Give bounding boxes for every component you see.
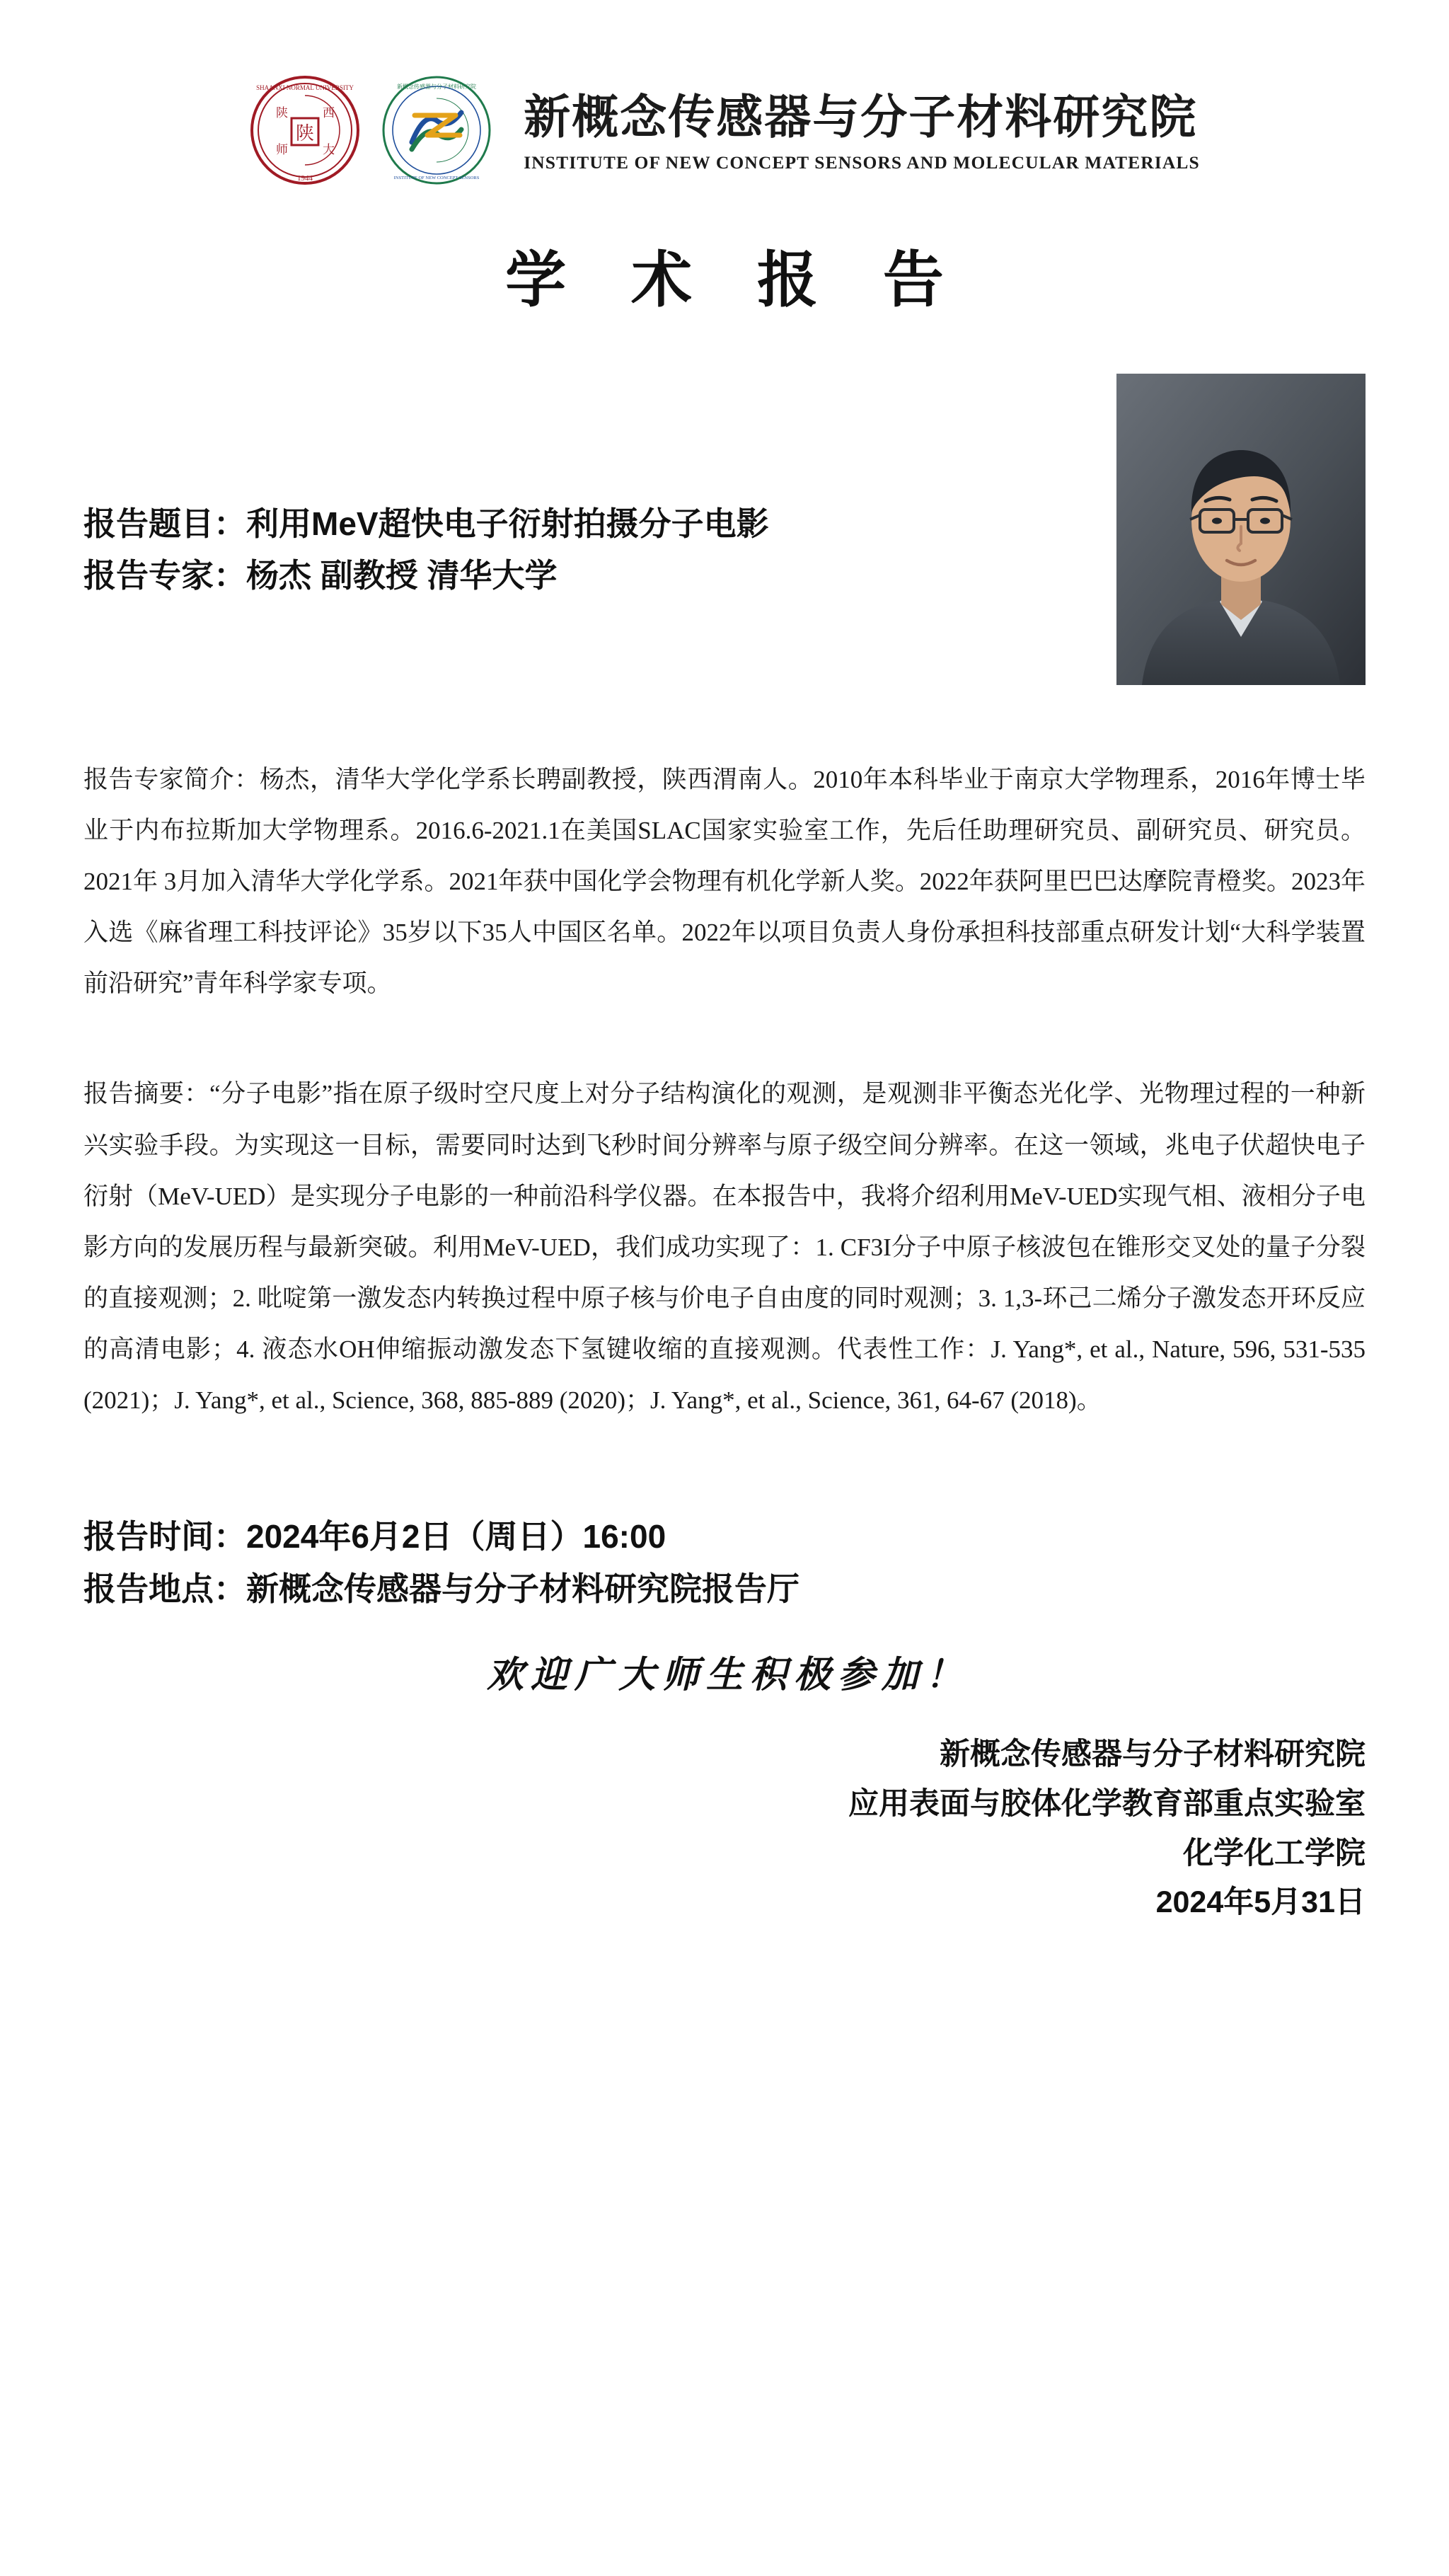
svg-text:陕: 陕 (276, 106, 289, 120)
svg-text:INSTITUTE OF NEW CONCEPT SENSO: INSTITUTE OF NEW CONCEPT SENSORS (393, 176, 480, 180)
event-place-line (83, 1563, 1366, 1616)
event-time-label: 报告时间： (83, 1518, 246, 1556)
page-title: 学 术 报 告 (505, 246, 968, 314)
svg-text:SHAANXI NORMAL UNIVERSITY: SHAANXI NORMAL UNIVERSITY (256, 84, 354, 91)
talk-topic-label: 报告题目： (83, 505, 246, 542)
talk-speaker-value: 杨杰 副教授 清华大学 (246, 556, 558, 594)
talk-info-row (83, 374, 1366, 699)
event-details (83, 1511, 1366, 1615)
speaker-portrait (1116, 374, 1366, 685)
welcome-note: 欢迎广大师生积极参加！ (486, 1655, 969, 1696)
header (83, 0, 1366, 190)
signature-block (83, 1730, 1366, 1928)
institute-name-cn: 新概念传感器与分子材料研究院 (524, 90, 1198, 143)
svg-text:西: 西 (323, 106, 335, 120)
event-place-value: 新概念传感器与分子材料研究院报告厅 (246, 1570, 799, 1607)
svg-text:1944: 1944 (297, 174, 313, 183)
svg-text:大: 大 (323, 143, 335, 156)
event-time-value: 2024年6月2日（周日）16:00 (246, 1518, 666, 1556)
talk-speaker-label: 报告专家： (83, 556, 246, 594)
signature-date: 2024年5月31日 (1155, 1885, 1366, 1920)
talk-topic-value: 利用MeV超快电子衍射拍摄分子电影 (246, 505, 769, 542)
svg-text:新概念传感器与分子材料研究院: 新概念传感器与分子材料研究院 (397, 84, 477, 90)
signature-school: 化学化工学院 (1183, 1836, 1366, 1870)
institute-name-en: INSTITUTE OF NEW CONCEPT SENSORS AND MOLECULAR MATERIALS (524, 152, 1200, 173)
shaanxi-normal-university-seal-logo (249, 74, 361, 190)
speaker-bio: 报告专家简介：杨杰，清华大学化学系长聘副教授，陕西渭南人。2010年本科毕业于南京大学物理系，2016年博士毕业于内布拉斯加大学物理系。2016.6-2021.1在美国SLAC国家实验室工作，先后任助理研究员、副研究员、研究员。2021年 3月加入清华大学化学系。2021年获中国化学会物理有机化学新人奖。2022年获阿里巴巴达摩院青橙奖。2023年入选《麻省理工科技评论》35岁以下35人中国区名单。2022年以项目负责人身份承担科技部重点研发计划“大科学装置前沿研究”青年科学家专项。 (83, 766, 1366, 998)
institute-name-block (524, 91, 1199, 174)
event-place-label: 报告地点： (83, 1570, 246, 1607)
talk-abstract: 报告摘要：“分子电影”指在原子级时空尺度上对分子结构演化的观测，是观测非平衡态光化学、光物理过程的一种新兴实验手段。为实现这一目标，需要同时达到飞秒时间分辨率与原子级空间分辨率。在这一领域，兆电子伏超快电子衍射（MeV-UED）是实现分子电影的一种前沿科学仪器。在本报告中，我将介绍利用MeV-UED实现气相、液相分子电影方向的发展历程与最新突破。利用MeV-UED，我们成功实现了：1. CF3I分子中原子核波包在锥形交叉处的量子分裂的直接观测；2. 吡啶第一激发态内转换过程中原子核与价电子自由度的同时观测；3. 1,3-环己二烯分子激发态开环反应的高清电影；4. 液态水OH伸缩振动激发态下氢键收缩的直接观测。代表性工作：J. Yang*, et al., Nature, 596, 531-535 (2021)；J. Yang*, et al., Science, 368, 885-889 (2020)；J. Yang*, et al., Science, 361, 64-67 (2018)。 (83, 1080, 1366, 1415)
institute-emblem-logo (379, 74, 494, 190)
event-time-line (83, 1511, 1366, 1563)
svg-text:陕: 陕 (296, 122, 315, 144)
svg-text:师: 师 (276, 143, 289, 156)
signature-institute: 新概念传感器与分子材料研究院 (940, 1737, 1366, 1772)
signature-lab: 应用表面与胶体化学教育部重点实验室 (848, 1786, 1366, 1821)
